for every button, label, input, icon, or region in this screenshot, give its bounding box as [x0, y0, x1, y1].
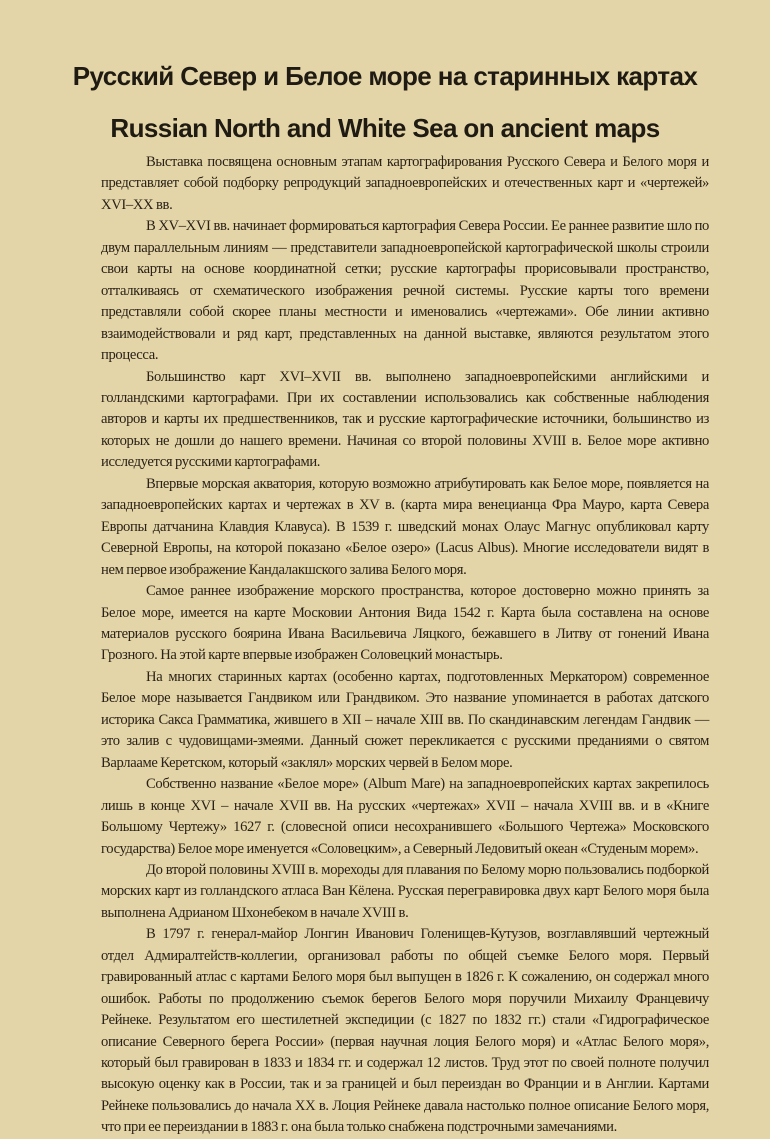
paragraph: В XV–XVI вв. начинает формироваться картография Севера России. Ее раннее развитие шло по двум параллельным линиям — представители западноевропейской картографической школы строили свои карты на основе координатной сетки; русские картографы прорисовывали пространство, отталкиваясь от схематического изображения речной системы. Русские карты того времени представляли собой скорее планы местности и именовались «чертежами». Обе линии активно взаимодействовали и ряд карт, представленных на данной выставке, являются результатом этого процесса. — [101, 218, 709, 364]
paragraph: Собственно название «Белое море» (Album Mare) на западноевропейских картах закрепилось лишь в конце XVI – начале XVII вв. На русских «чертежах» XVII – начала XVIII вв. и в «Книге Большому Чертежу» 1627 г. (словесной описи несохранившего «Большого Чертежа» Московского государства) Белое море именуется «Соловецким», а Северный Ледовитый океан «Студеным морем». — [101, 776, 709, 857]
paragraph: Выставка посвящена основным этапам картографирования Русского Севера и Белого моря и представляет собой подборку репродукций западноевропейских и отечественных карт и «чертежей» XVI–XX вв. — [101, 154, 709, 213]
paragraph: Самое раннее изображение морского пространства, которое достоверно можно принять за Белое море, имеется на карте Московии Антония Вида 1542 г. Карта была составлена на основе материалов русского боярина Ивана Васильевича Ляцкого, бежавшего в Литву от гонений Ивана Грозного. На этой карте впервые изображен Соловецкий монастырь. — [101, 583, 709, 664]
article-body — [101, 152, 709, 1139]
paragraph: На многих старинных картах (особенно картах, подготовленных Меркатором) современное Белое море называется Гандвиком или Грандвиком. Это название упоминается в работах датского историка Сакса Грамматика, жившего в XII – начале XIII вв. По скандинавским легендам Гандвик — это залив с чудовищами-змеями. Данный сюжет перекликается с русскими преданиями о святом Варлааме Керетском, который «заклял» морских червей в Белом море. — [101, 668, 709, 771]
title-russian: Русский Север и Белое море на старинных картах — [72, 61, 698, 91]
paragraph: Большинство карт XVI–XVII вв. выполнено западноевропейскими английскими и голландскими картографами. При их составлении использовались как собственные наблюдения авторов и карты их предшественников, так и русские картографические источники, большинство из которых не дошли до нашего времени. Начиная со второй половины XVIII в. Белое море активно исследуется русскими картографами. — [101, 368, 709, 471]
paragraph: Впервые морская акватория, которую возможно атрибутировать как Белое море, появляется на западноевропейских картах и чертежах в XV в. (карта мира венецианца Фра Мауро, карта Севера Европы датчанина Клавдия Клавуса). В 1539 г. шведский монах Олаус Магнус опубликовал карту Северной Европы, на которой показано «Белое озеро» (Lacus Albus). Многие исследователи видят в нем первое изображение Кандалакшского залива Белого моря. — [101, 475, 709, 578]
paragraph: До второй половины XVIII в. мореходы для плавания по Белому морю пользовались подборкой морских карт из голландского атласа Ван Кёлена. Русская перегравировка двух карт Белого моря была выполнена Адрианом Шхонебеком в начале XVIII в. — [101, 861, 709, 921]
title-english: Russian North and White Sea on ancient maps — [110, 113, 660, 143]
paragraph: В 1797 г. генерал-майор Лонгин Иванович Голенищев-Кутузов, возглавлявший чертежный отдел Адмиралтейств-коллегии, организовал работы по общей съемке Белого моря. Первый гравированный атлас с картами Белого моря был выпущен в 1826 г. К сожалению, он содержал много ошибок. Работы по продолжению съемок берегов Белого моря поручили Михаилу Францевичу Рейнеке. Результатом его шестилетней экспедиции (с 1827 по 1832 гг.) стали «Гидрографическое описание Северного берега России» (первая научная лоция Белого моря) и «Атлас Белого моря», который был гравирован в 1833 и 1834 гг. и содержал 12 листов. Труд этот по своей полноте получил высокую оценку как в России, так и за границей и был переиздан во Франции и в Англии. Картами Рейнеке пользовались до начала XX в. Лоция Рейнеке давала настолько полное описание Белого моря, что при ее переиздании в 1883 г. она была только снабжена подстрочными замечаниями. — [101, 926, 709, 1136]
page-title — [40, 50, 730, 154]
